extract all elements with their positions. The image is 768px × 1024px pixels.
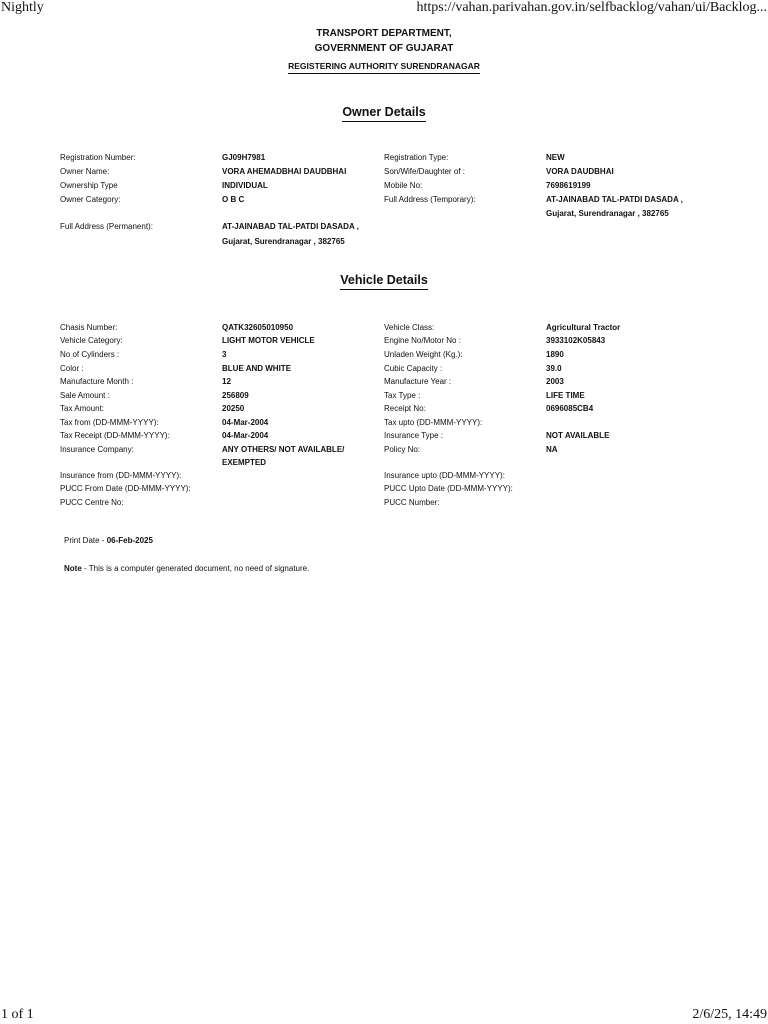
print-date-label: Print Date - xyxy=(64,536,107,545)
owner-row xyxy=(0,207,768,221)
field-label: Sale Amount : xyxy=(60,391,110,400)
field-label: Chasis Number: xyxy=(60,323,118,332)
note-text: - This is a computer generated document, no need of signature. xyxy=(81,564,310,573)
print-date-value: 06-Feb-2025 xyxy=(106,536,153,545)
permanent-address-line-1: AT-JAINABAD TAL-PATDI DASADA , xyxy=(222,222,359,231)
field-label: Manufacture Year : xyxy=(384,377,452,386)
owner-name: VORA AHEMADBHAI DAUDBHAI xyxy=(222,167,347,176)
owner-row xyxy=(0,220,768,234)
registration-type: NEW xyxy=(546,153,565,162)
relation-name: VORA DAUDBHAI xyxy=(546,167,614,176)
field-label: Insurance upto (DD-MMM-YYYY): xyxy=(384,471,505,480)
registration-number: GJ09H7981 xyxy=(222,153,266,162)
field-label: Cubic Capacity : xyxy=(384,364,443,373)
vehicle-row xyxy=(0,456,768,470)
engine-number: 3933102K05843 xyxy=(546,336,606,345)
field-label: PUCC Number: xyxy=(384,498,440,507)
vehicle-category: LIGHT MOTOR VEHICLE xyxy=(222,336,315,345)
insurance-company-line-1: ANY OTHERS/ NOT AVAILABLE/ xyxy=(222,445,345,454)
vehicle-row xyxy=(0,334,768,348)
vehicle-color: BLUE AND WHITE xyxy=(222,364,292,373)
field-label: Insurance from (DD-MMM-YYYY): xyxy=(60,471,182,480)
browser-title: Nightly xyxy=(1,0,44,15)
chasis-number: QATK32605010950 xyxy=(222,323,294,332)
ownership-type: INDIVIDUAL xyxy=(222,181,268,190)
insurance-company-line-2: EXEMPTED xyxy=(222,458,267,467)
field-label: Tax Type : xyxy=(384,391,421,400)
field-label: Ownership Type xyxy=(60,181,118,190)
manufacture-month: 12 xyxy=(222,377,231,386)
department-line-2: GOVERNMENT OF GUJARAT xyxy=(314,43,454,54)
note xyxy=(64,564,309,573)
field-label: Manufacture Month : xyxy=(60,377,134,386)
cylinders: 3 xyxy=(222,350,227,359)
temporary-address-line-2: Gujarat, Surendranagar , 382765 xyxy=(546,209,669,218)
field-label: Insurance Company: xyxy=(60,445,134,454)
owner-row xyxy=(0,193,768,207)
page-url: https://vahan.parivahan.gov.in/selfbacklog/vahan/ui/Backlog... xyxy=(416,0,767,15)
vehicle-class: Agricultural Tractor xyxy=(546,323,621,332)
owner-category: O B C xyxy=(222,195,245,204)
owner-details-title: Owner Details xyxy=(342,105,425,122)
vehicle-row xyxy=(0,469,768,483)
field-label: No of Cylinders : xyxy=(60,350,120,359)
field-label: Mobile No: xyxy=(384,181,423,190)
manufacture-year: 2003 xyxy=(546,377,564,386)
vehicle-row xyxy=(0,443,768,457)
vehicle-row xyxy=(0,416,768,430)
tax-receipt-date: 04-Mar-2004 xyxy=(222,431,269,440)
tax-from-date: 04-Mar-2004 xyxy=(222,418,269,427)
owner-details-heading xyxy=(0,105,768,122)
vehicle-row xyxy=(0,375,768,389)
field-label: Registration Number: xyxy=(60,153,136,162)
cubic-capacity: 39.0 xyxy=(546,364,562,373)
field-label: Owner Name: xyxy=(60,167,110,176)
print-header xyxy=(0,0,768,20)
sale-amount: 256809 xyxy=(222,391,249,400)
page-count: 1 of 1 xyxy=(1,1007,34,1022)
owner-row xyxy=(0,165,768,179)
field-label: Son/Wife/Daughter of : xyxy=(384,167,465,176)
field-label: Unladen Weight (Kg.): xyxy=(384,350,463,359)
field-label: PUCC Centre No: xyxy=(60,498,124,507)
field-label: Owner Category: xyxy=(60,195,121,204)
receipt-number: 0696085CB4 xyxy=(546,404,594,413)
temporary-address-line-1: AT-JAINABAD TAL-PATDI DASADA , xyxy=(546,195,683,204)
owner-row xyxy=(0,179,768,193)
print-date xyxy=(64,536,153,545)
field-label: Receipt No: xyxy=(384,404,426,413)
vehicle-details-heading xyxy=(0,273,768,290)
owner-row xyxy=(0,151,768,165)
permanent-address-line-2: Gujarat, Surendranagar , 382765 xyxy=(222,237,345,246)
field-label: Insurance Type : xyxy=(384,431,443,440)
vehicle-row xyxy=(0,362,768,376)
unladen-weight: 1890 xyxy=(546,350,564,359)
field-label: Policy No: xyxy=(384,445,421,454)
department-line-1: TRANSPORT DEPARTMENT, xyxy=(316,28,452,39)
vehicle-row xyxy=(0,389,768,403)
field-label: PUCC Upto Date (DD-MMM-YYYY): xyxy=(384,484,513,493)
registering-authority-text: REGISTERING AUTHORITY SURENDRANAGAR xyxy=(288,61,480,74)
field-label: Tax Amount: xyxy=(60,404,105,413)
note-label: Note xyxy=(64,564,82,573)
mobile-number: 7698619199 xyxy=(546,181,591,190)
field-label: PUCC From Date (DD-MMM-YYYY): xyxy=(60,484,191,493)
vehicle-row xyxy=(0,482,768,496)
tax-amount: 20250 xyxy=(222,404,245,413)
vehicle-row xyxy=(0,429,768,443)
field-label: Engine No/Motor No : xyxy=(384,336,461,345)
field-label: Tax from (DD-MMM-YYYY): xyxy=(60,418,159,427)
field-label: Tax Receipt (DD-MMM-YYYY): xyxy=(60,431,170,440)
field-label: Full Address (Temporary): xyxy=(384,195,476,204)
field-label: Registration Type: xyxy=(384,153,449,162)
registering-authority xyxy=(0,61,768,74)
vehicle-row xyxy=(0,321,768,335)
policy-number: NA xyxy=(546,445,558,454)
field-label: Color : xyxy=(60,364,84,373)
vehicle-row xyxy=(0,402,768,416)
vehicle-row xyxy=(0,496,768,510)
tax-type: LIFE TIME xyxy=(546,391,585,400)
vehicle-row xyxy=(0,348,768,362)
owner-row xyxy=(0,235,768,249)
field-label: Vehicle Category: xyxy=(60,336,123,345)
print-footer xyxy=(0,1007,768,1024)
field-label: Full Address (Permanent): xyxy=(60,222,153,231)
insurance-type: NOT AVAILABLE xyxy=(546,431,610,440)
vehicle-details-title: Vehicle Details xyxy=(340,273,428,290)
field-label: Vehicle Class: xyxy=(384,323,435,332)
print-datetime: 2/6/25, 14:49 xyxy=(692,1007,767,1022)
field-label: Tax upto (DD-MMM-YYYY): xyxy=(384,418,483,427)
